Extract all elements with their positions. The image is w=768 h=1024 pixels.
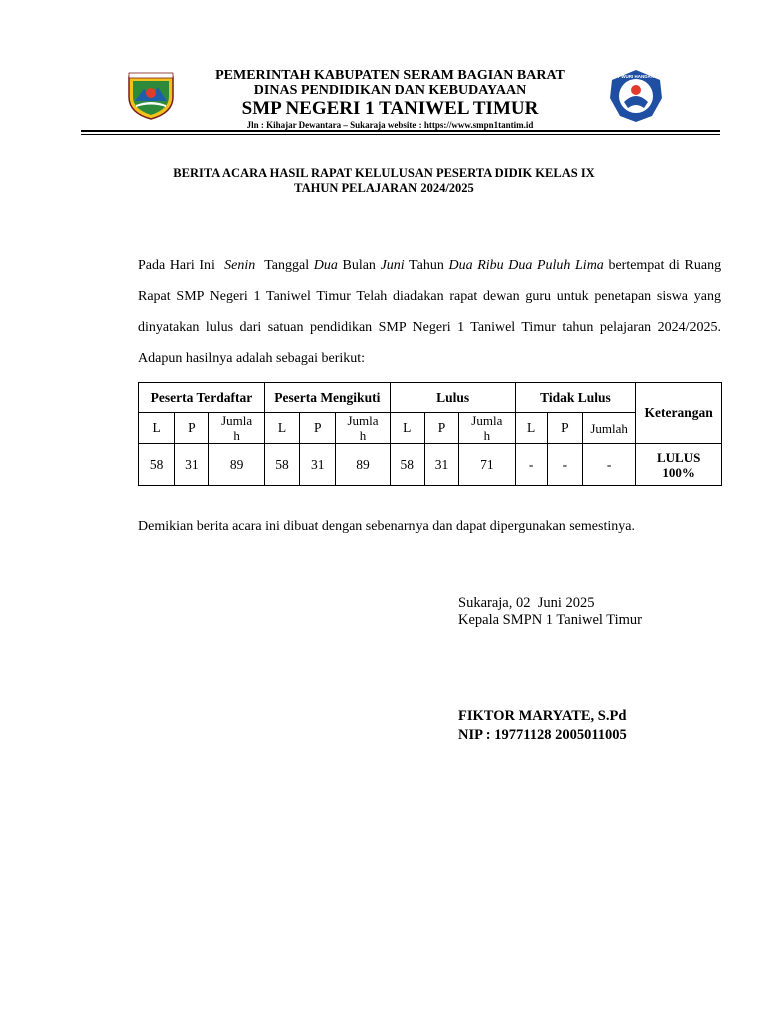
header-failed: Tidak Lulus [515, 383, 636, 413]
signature-place-date: Sukaraja, 02 Juni 2025 [458, 595, 595, 611]
letterhead-address: Jln : Kihajar Dewantara – Sukaraja website : https://www.smpn1tantim.id [246, 120, 534, 130]
remarks-value: LULUS 100% [636, 444, 722, 486]
sub-passed-l: L [390, 413, 424, 444]
sub-failed-l: L [515, 413, 547, 444]
failed-l: - [515, 444, 547, 486]
tut-wuri-handayani-logo [606, 68, 666, 124]
signature-nip: NIP : 19771128 2005011005 [458, 727, 627, 743]
graduation-results-table [138, 382, 722, 486]
sub-attending-p: P [300, 413, 336, 444]
opening-day: Senin [224, 258, 256, 273]
registered-p: 31 [175, 444, 209, 486]
passed-l: 58 [390, 444, 424, 486]
sub-failed-total: Jumlah [582, 413, 635, 444]
letterhead-department: DINAS PENDIDIKAN DAN KEBUDAYAAN [253, 83, 527, 98]
opening-date-word: Dua [313, 258, 338, 273]
opening-year-words: Dua Ribu Dua Puluh Lima [448, 258, 604, 273]
passed-total: 71 [459, 444, 515, 486]
header-attending: Peserta Mengikuti [264, 383, 390, 413]
table-subheader-row [139, 413, 722, 444]
header-passed: Lulus [390, 383, 515, 413]
registered-l: 58 [139, 444, 175, 486]
sub-attending-l: L [264, 413, 299, 444]
document-subtitle: TAHUN PELAJARAN 2024/2025 [294, 181, 474, 195]
attending-total: 89 [336, 444, 390, 486]
passed-p: 31 [424, 444, 458, 486]
opening-prefix: Pada Hari Ini [138, 258, 215, 273]
header-remarks: Keterangan [636, 383, 722, 444]
sub-passed-p: P [424, 413, 458, 444]
opening-bulan-label: Bulan [342, 258, 376, 273]
sub-attending-total: Jumla h [336, 413, 390, 444]
table-row [139, 444, 722, 486]
opening-tahun-label: Tahun [409, 258, 444, 273]
sub-failed-p: P [547, 413, 582, 444]
opening-line-1 [138, 258, 721, 274]
header-registered: Peserta Terdaftar [139, 383, 265, 413]
opening-line-2: Rapat SMP Negeri 1 Taniwel Timur Telah diadakan rapat dewan guru untuk penetapan siswa yang [138, 289, 721, 304]
registered-total: 89 [209, 444, 264, 486]
opening-line-4: Adapun hasilnya adalah sebagai berikut: [138, 351, 366, 366]
table-header-row [139, 383, 722, 413]
letterhead-school-name: SMP NEGERI 1 TANIWEL TIMUR [241, 98, 539, 119]
document-title: BERITA ACARA HASIL RAPAT KELULUSAN PESERTA DIDIK KELAS IX [173, 166, 595, 180]
regency-crest-logo [126, 71, 176, 121]
opening-tanggal-label: Tanggal [264, 258, 310, 273]
letterhead-divider-thin [81, 134, 720, 135]
attending-l: 58 [264, 444, 299, 486]
opening-line1-suffix: bertempat di Ruang [608, 258, 722, 273]
failed-p: - [547, 444, 582, 486]
logo-ring-text: TUT WURI HANDAYANI [611, 74, 661, 79]
sub-passed-total: Jumla h [459, 413, 515, 444]
failed-total: - [582, 444, 635, 486]
closing-statement: Demikian berita acara ini dibuat dengan sebenarnya dan dapat dipergunakan semestinya. [138, 519, 635, 534]
attending-p: 31 [300, 444, 336, 486]
letterhead-divider [81, 130, 720, 132]
sub-registered-l: L [139, 413, 175, 444]
signature-position: Kepala SMPN 1 Taniwel Timur [458, 612, 643, 628]
opening-month: Juni [380, 258, 405, 273]
letterhead-government: PEMERINTAH KABUPATEN SERAM BAGIAN BARAT [215, 68, 565, 83]
sub-registered-p: P [175, 413, 209, 444]
signature-name: FIKTOR MARYATE, S.Pd [458, 708, 627, 724]
opening-line-3: dinyatakan lulus dari satuan pendidikan SMP Negeri 1 Taniwel Timur tahun pelajaran 2024/2025. [138, 320, 721, 335]
sub-registered-total: Jumla h [209, 413, 264, 444]
